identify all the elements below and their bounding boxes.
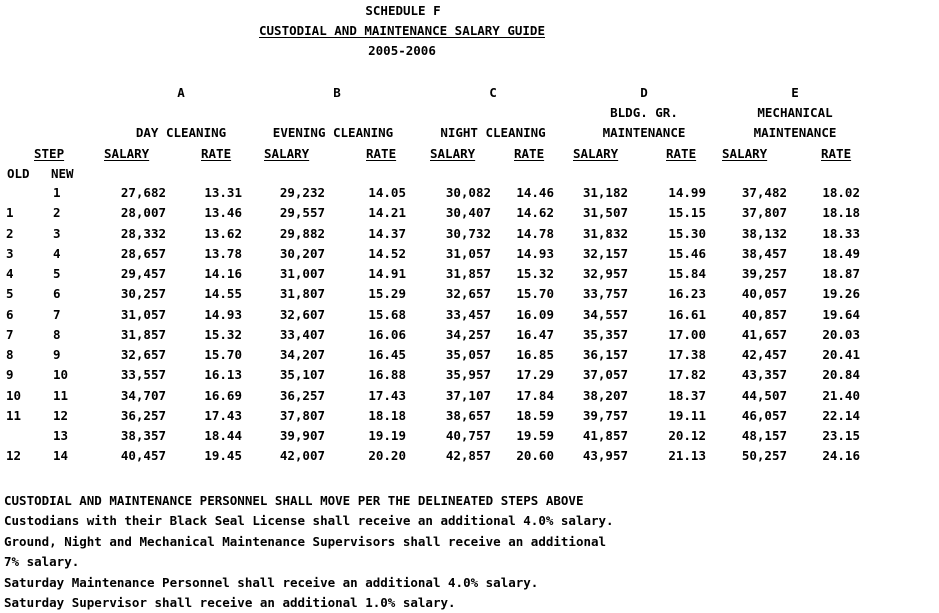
rate-cell: 20.41	[822, 347, 860, 362]
year-label: 2005-2006	[368, 43, 436, 58]
rate-header-a: RATE	[201, 146, 232, 161]
rate-cell: 19.26	[822, 286, 860, 302]
rate-cell: 15.30	[668, 225, 706, 241]
salary-cell: 32,957	[582, 266, 628, 281]
old-step-cell: 7	[6, 326, 14, 342]
rate-cell: 14.93	[516, 245, 554, 261]
column-letter-c: C	[489, 85, 497, 100]
salary-cell: 35,957	[445, 367, 491, 383]
rate-cell: 14.93	[204, 306, 242, 322]
salary-cell: 40,757	[445, 428, 491, 443]
group-day-cleaning: DAY CLEANING	[135, 125, 227, 140]
rate-header-b: RATE	[366, 146, 397, 161]
new-step-cell: 13	[53, 428, 69, 443]
note-line: Saturday Maintenance Personnel shall receive an additional 4.0% salary.	[4, 574, 539, 590]
old-step-cell: 1	[6, 205, 14, 221]
rate-cell: 16.06	[368, 326, 406, 342]
salary-cell: 50,257	[741, 448, 787, 464]
salary-cell: 30,082	[445, 185, 491, 200]
salary-cell: 37,807	[279, 407, 325, 423]
rate-cell: 15.32	[516, 266, 554, 281]
rate-cell: 22.14	[822, 407, 860, 423]
salary-cell: 34,207	[279, 347, 325, 362]
new-step-header: NEW	[51, 166, 74, 181]
rate-cell: 18.37	[668, 387, 706, 403]
old-step-cell: 2	[6, 225, 14, 241]
salary-cell: 38,207	[582, 387, 628, 403]
table-row	[0, 267, 939, 287]
salary-cell: 40,857	[741, 306, 787, 322]
salary-cell: 39,257	[741, 266, 787, 281]
rate-cell: 18.18	[822, 205, 860, 221]
new-step-cell: 2	[53, 205, 61, 221]
rate-cell: 16.69	[204, 387, 242, 403]
salary-cell: 44,507	[741, 387, 787, 403]
salary-cell: 33,757	[582, 286, 628, 302]
salary-cell: 29,232	[279, 185, 325, 200]
rate-cell: 18.44	[204, 428, 242, 443]
salary-header-c: SALARY	[430, 146, 476, 161]
table-row	[0, 308, 939, 328]
table-row	[0, 348, 939, 368]
rate-cell: 20.03	[822, 326, 860, 342]
salary-cell: 27,682	[120, 185, 166, 200]
salary-cell: 42,857	[445, 448, 491, 464]
note-line: 7% salary.	[4, 554, 80, 570]
group-d-line1: BLDG. GR.	[610, 105, 678, 120]
rate-cell: 15.29	[368, 286, 406, 302]
salary-cell: 40,057	[741, 286, 787, 302]
salary-cell: 31,057	[120, 306, 166, 322]
salary-cell: 30,207	[279, 245, 325, 261]
group-bldg-maintenance: MAINTENANCE	[602, 125, 686, 140]
salary-cell: 28,657	[120, 245, 166, 261]
rate-cell: 14.62	[516, 205, 554, 221]
table-row	[0, 328, 939, 348]
salary-cell: 36,257	[120, 407, 166, 423]
old-step-cell: 9	[6, 367, 14, 383]
rate-cell: 17.43	[368, 387, 406, 403]
rate-cell: 18.49	[822, 245, 860, 261]
table-row	[0, 186, 939, 206]
rate-cell: 19.59	[516, 428, 554, 443]
rate-cell: 15.84	[668, 266, 706, 281]
salary-cell: 35,107	[279, 367, 325, 383]
salary-cell: 39,907	[279, 428, 325, 443]
group-night-cleaning: NIGHT CLEANING	[440, 125, 546, 140]
salary-cell: 46,057	[741, 407, 787, 423]
group-e-line1: MECHANICAL	[757, 105, 833, 120]
column-letter-a: A	[177, 85, 185, 100]
table-row	[0, 429, 939, 449]
salary-cell: 48,157	[741, 428, 787, 443]
new-step-cell: 3	[53, 225, 61, 241]
rate-cell: 14.37	[368, 225, 406, 241]
rate-cell: 16.85	[516, 347, 554, 362]
table-row	[0, 287, 939, 307]
new-step-cell: 14	[53, 448, 69, 464]
rate-cell: 20.60	[516, 448, 554, 464]
new-step-cell: 7	[53, 306, 61, 322]
salary-cell: 31,857	[120, 326, 166, 342]
salary-cell: 33,557	[120, 367, 166, 383]
salary-header-a: SALARY	[104, 146, 150, 161]
rate-cell: 19.45	[204, 448, 242, 464]
old-step-header: OLD	[7, 166, 30, 181]
salary-cell: 38,132	[741, 225, 787, 241]
rate-cell: 20.84	[822, 367, 860, 383]
rate-cell: 15.46	[668, 245, 706, 261]
rate-cell: 14.91	[368, 266, 406, 281]
rate-cell: 20.20	[368, 448, 406, 464]
salary-cell: 33,457	[445, 306, 491, 322]
rate-header-c: RATE	[514, 146, 545, 161]
rate-cell: 13.78	[204, 245, 242, 261]
notes-block	[4, 491, 614, 613]
rate-cell: 16.09	[516, 306, 554, 322]
rate-cell: 13.46	[204, 205, 242, 221]
rate-cell: 15.70	[516, 286, 554, 302]
rate-cell: 15.70	[204, 347, 242, 362]
salary-cell: 41,657	[741, 326, 787, 342]
salary-cell: 28,332	[120, 225, 166, 241]
rate-cell: 16.88	[368, 367, 406, 383]
table-row	[0, 227, 939, 247]
rate-cell: 14.78	[516, 225, 554, 241]
rate-cell: 18.33	[822, 225, 860, 241]
salary-cell: 42,007	[279, 448, 325, 464]
schedule-label: SCHEDULE F	[365, 3, 441, 18]
rate-cell: 14.21	[368, 205, 406, 221]
salary-cell: 32,607	[279, 306, 325, 322]
rate-cell: 15.68	[368, 306, 406, 322]
note-line: Saturday Supervisor shall receive an additional 1.0% salary.	[4, 594, 456, 610]
new-step-cell: 6	[53, 286, 61, 302]
new-step-cell: 11	[53, 387, 69, 403]
rate-cell: 18.02	[822, 185, 860, 200]
salary-cell: 32,157	[582, 245, 628, 261]
rate-cell: 15.15	[668, 205, 706, 221]
old-step-cell: 10	[6, 387, 22, 403]
old-step-cell: 6	[6, 306, 14, 322]
rate-cell: 14.46	[516, 185, 554, 200]
salary-cell: 37,482	[741, 185, 787, 200]
table-row	[0, 409, 939, 429]
column-letter-d: D	[640, 85, 648, 100]
rate-cell: 19.11	[668, 407, 706, 423]
rate-cell: 13.62	[204, 225, 242, 241]
salary-header-d: SALARY	[573, 146, 619, 161]
salary-cell: 31,007	[279, 266, 325, 281]
salary-cell: 36,157	[582, 347, 628, 362]
rate-cell: 20.12	[668, 428, 706, 443]
rate-header-e: RATE	[821, 146, 852, 161]
salary-cell: 32,657	[120, 347, 166, 362]
rate-cell: 17.29	[516, 367, 554, 383]
table-row	[0, 247, 939, 267]
rate-cell: 24.16	[822, 448, 860, 464]
salary-cell: 31,807	[279, 286, 325, 302]
salary-cell: 30,257	[120, 286, 166, 302]
column-letter-e: E	[791, 85, 799, 100]
rate-cell: 19.19	[368, 428, 406, 443]
table-row	[0, 206, 939, 226]
rate-cell: 18.87	[822, 266, 860, 281]
old-step-cell: 5	[6, 286, 14, 302]
rate-cell: 17.43	[204, 407, 242, 423]
new-step-cell: 10	[53, 367, 69, 383]
salary-cell: 38,457	[741, 245, 787, 261]
old-step-cell: 12	[6, 448, 22, 464]
salary-cell: 36,257	[279, 387, 325, 403]
table-row	[0, 368, 939, 388]
salary-header-b: SALARY	[264, 146, 310, 161]
rate-cell: 14.16	[204, 266, 242, 281]
salary-cell: 37,807	[741, 205, 787, 221]
salary-cell: 31,507	[582, 205, 628, 221]
table-row	[0, 389, 939, 409]
rate-cell: 16.23	[668, 286, 706, 302]
salary-cell: 34,707	[120, 387, 166, 403]
salary-cell: 35,357	[582, 326, 628, 342]
old-step-cell: 4	[6, 266, 14, 281]
salary-cell: 39,757	[582, 407, 628, 423]
rate-cell: 16.61	[668, 306, 706, 322]
rate-header-d: RATE	[666, 146, 697, 161]
rate-cell: 17.38	[668, 347, 706, 362]
rate-cell: 14.05	[368, 185, 406, 200]
rate-cell: 16.47	[516, 326, 554, 342]
salary-cell: 30,732	[445, 225, 491, 241]
rate-cell: 16.13	[204, 367, 242, 383]
rate-cell: 17.00	[668, 326, 706, 342]
rate-cell: 17.82	[668, 367, 706, 383]
salary-cell: 31,057	[445, 245, 491, 261]
new-step-cell: 12	[53, 407, 69, 423]
new-step-cell: 4	[53, 245, 61, 261]
rate-cell: 18.18	[368, 407, 406, 423]
old-step-cell: 8	[6, 347, 14, 362]
rate-cell: 15.32	[204, 326, 242, 342]
salary-cell: 35,057	[445, 347, 491, 362]
salary-cell: 43,357	[741, 367, 787, 383]
new-step-cell: 9	[53, 347, 61, 362]
salary-cell: 34,557	[582, 306, 628, 322]
salary-cell: 37,057	[582, 367, 628, 383]
salary-cell: 38,657	[445, 407, 491, 423]
note-line: Ground, Night and Mechanical Maintenance Supervisors shall receive an additional	[4, 533, 607, 549]
rate-cell: 17.84	[516, 387, 554, 403]
salary-header-e: SALARY	[722, 146, 768, 161]
salary-cell: 38,357	[120, 428, 166, 443]
salary-cell: 37,107	[445, 387, 491, 403]
salary-cell: 29,457	[120, 266, 166, 281]
salary-cell: 41,857	[582, 428, 628, 443]
salary-cell: 30,407	[445, 205, 491, 221]
rate-cell: 14.55	[204, 286, 242, 302]
salary-cell: 32,657	[445, 286, 491, 302]
salary-cell: 29,557	[279, 205, 325, 221]
group-mech-maintenance: MAINTENANCE	[753, 125, 837, 140]
rate-cell: 14.52	[368, 245, 406, 261]
note-line: Custodians with their Black Seal License shall receive an additional 4.0% salary.	[4, 513, 614, 529]
salary-cell: 43,957	[582, 448, 628, 464]
rate-cell: 14.99	[668, 185, 706, 200]
new-step-cell: 5	[53, 266, 61, 281]
rate-cell: 19.64	[822, 306, 860, 322]
salary-cell: 31,182	[582, 185, 628, 200]
new-step-cell: 1	[53, 185, 61, 200]
old-step-cell: 11	[6, 407, 22, 423]
salary-cell: 31,857	[445, 266, 491, 281]
salary-cell: 34,257	[445, 326, 491, 342]
page-title: CUSTODIAL AND MAINTENANCE SALARY GUIDE	[259, 23, 545, 38]
rate-cell: 18.59	[516, 407, 554, 423]
new-step-cell: 8	[53, 326, 61, 342]
table-row	[0, 449, 939, 469]
salary-cell: 40,457	[120, 448, 166, 464]
rate-cell: 21.40	[822, 387, 860, 403]
rate-cell: 21.13	[668, 448, 706, 464]
rate-cell: 16.45	[368, 347, 406, 362]
rate-cell: 13.31	[204, 185, 242, 200]
group-evening-cleaning: EVENING CLEANING	[272, 125, 394, 140]
step-header: STEP	[34, 146, 65, 161]
rate-cell: 23.15	[822, 428, 860, 443]
salary-cell: 42,457	[741, 347, 787, 362]
column-letter-b: B	[333, 85, 341, 100]
salary-cell: 29,882	[279, 225, 325, 241]
salary-cell: 33,407	[279, 326, 325, 342]
salary-cell: 28,007	[120, 205, 166, 221]
note-line: CUSTODIAL AND MAINTENANCE PERSONNEL SHALL MOVE PER THE DELINEATED STEPS ABOVE	[4, 493, 584, 508]
salary-cell: 31,832	[582, 225, 628, 241]
old-step-cell: 3	[6, 245, 14, 261]
